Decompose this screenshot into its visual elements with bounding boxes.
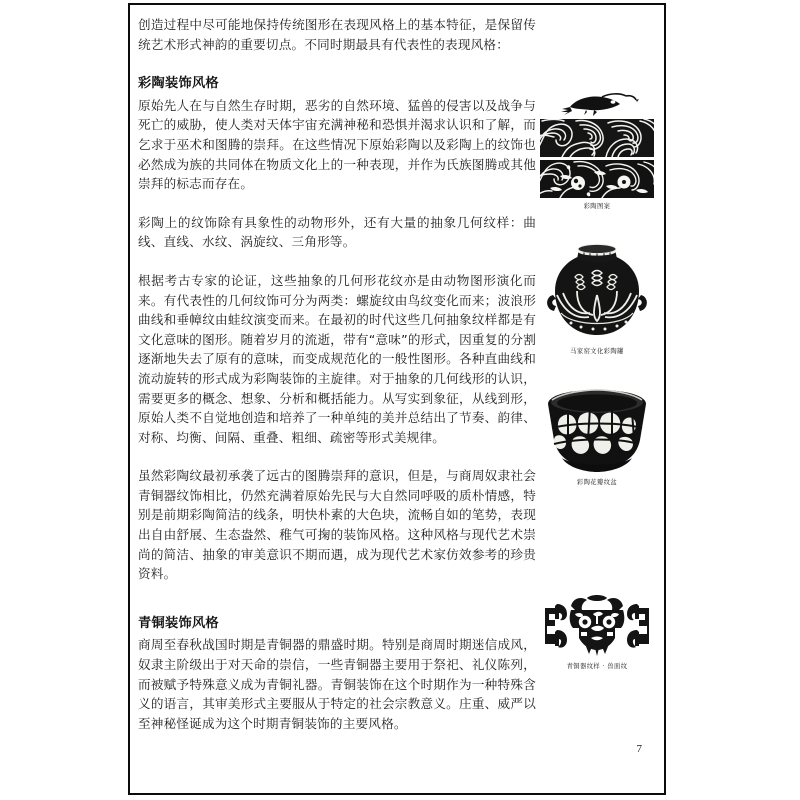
figure-column	[534, 91, 660, 671]
paragraph-caitao-2: 彩陶上的纹饰除有具象性的动物形外，还有大量的抽象几何纹样：曲线、直线、水纹、涡旋纹、三角形等。	[138, 214, 536, 250]
section-heading-qingtong: 青铜装饰风格	[138, 615, 219, 631]
page-sheet	[128, 3, 666, 795]
spiral-band-lower	[540, 160, 654, 198]
painted-pottery-pattern-artwork	[540, 91, 654, 198]
petal-basin-artwork	[536, 378, 658, 474]
paragraph-caitao-1: 原始先人在与自然生存时期，恶劣的自然环境、猛兽的侵害以及战争与死亡的威胁，使人类对天体宇宙充满神秘和恐惧并渴求认识和了解，而乞求于巫术和图腾的崇拜。在这些情况下原始彩陶以及彩陶上的纹饰也必然成为族的共同体在物质文化上的一种表现，并作为氏族图腾或其他崇拜的标志而存在。	[138, 97, 536, 192]
paragraph-caitao-3: 根据考古专家的论证，这些抽象的几何形花纹亦是由动物图形演化而来。有代表性的几何纹饰可分为两类：螺旋纹由鸟纹变化而来；波浪形曲线和垂幛纹由蛙纹演变而来。在最初的时代这些几何抽象纹样都是有文化意味的图形。随着岁月的流逝，带有“意味”的形式，因重复的分割逐渐地失去了原有的意味，而变成规范化的一般性图形。各种直曲线和流动旋转的形式成为彩陶装饰的主旋律。对于抽象的几何线形的认识，需要更多的概念、想象、分析和概括能力。从写实到象征，从线到形，原始人类不自觉地创造和培养了一种单纯的美并总结出了节奏、韵律、对称、均衡、间隔、重叠、粗细、疏密等形式美规律。	[138, 272, 536, 445]
paragraph-caitao-4: 虽然彩陶纹最初承袭了远古的图腾崇拜的意识，但是，与商周奴隶社会青铜器纹饰相比，仍然充满着原始先民与大自然同呼吸的质朴情感，特别是前期彩陶简洁的线条，明快朴素的大色块，流畅自如的笔势，表现出自由舒展、生态盎然、稚气可掬的装饰风格。这种风格与现代艺术崇尚的简洁、抽象的审美意识不期而遇，成为现代艺术家仿效参考的珍贵资料。	[138, 468, 536, 582]
figure-caption-painted-pottery-pattern: 彩陶图案	[583, 203, 611, 210]
bronze-taotie-artwork	[541, 594, 653, 658]
text-column	[138, 15, 536, 733]
figure-caption-bronze-taotie: 青铜器纹样 · 兽面纹	[566, 663, 628, 670]
majiayao-jar-artwork	[543, 239, 651, 343]
intro-paragraph: 创造过程中尽可能地保持传统图形在表现风格上的基本特征，是保留传统艺术形式神韵的重要切点。不同时期最具有代表性的表现风格：	[138, 17, 536, 52]
spiral-band-upper	[540, 119, 654, 157]
figure-caption-majiayao-jar: 马家窑文化彩陶罐	[570, 348, 624, 355]
section-heading-caitao: 彩陶装饰风格	[138, 76, 219, 92]
figure-caption-petal-basin: 彩陶花瓣纹盆	[576, 479, 618, 486]
figure-painted-pottery-pattern	[534, 91, 660, 211]
paragraph-qingtong-1: 商周至春秋战国时期是青铜器的鼎盛时期。特别是商周时期迷信成风，奴隶主阶级出于对天命的崇信，一些青铜器主要用于祭祀、礼仪陈列，而被赋予特殊意义成为青铜礼器。青铜装饰在这个时期作为一种特殊含义的语言，其审美形式主要服从于特定的社会宗教意义。庄重、威严以至神秘怪诞成为这个时期青铜装饰的主要风格。	[138, 637, 536, 731]
figure-petal-basin	[534, 378, 660, 487]
page-number: 7	[636, 743, 642, 755]
bird-glyph-icon	[540, 91, 654, 117]
content-area	[130, 5, 664, 793]
figure-majiayao-jar	[534, 239, 660, 356]
figure-bronze-taotie	[534, 594, 660, 671]
